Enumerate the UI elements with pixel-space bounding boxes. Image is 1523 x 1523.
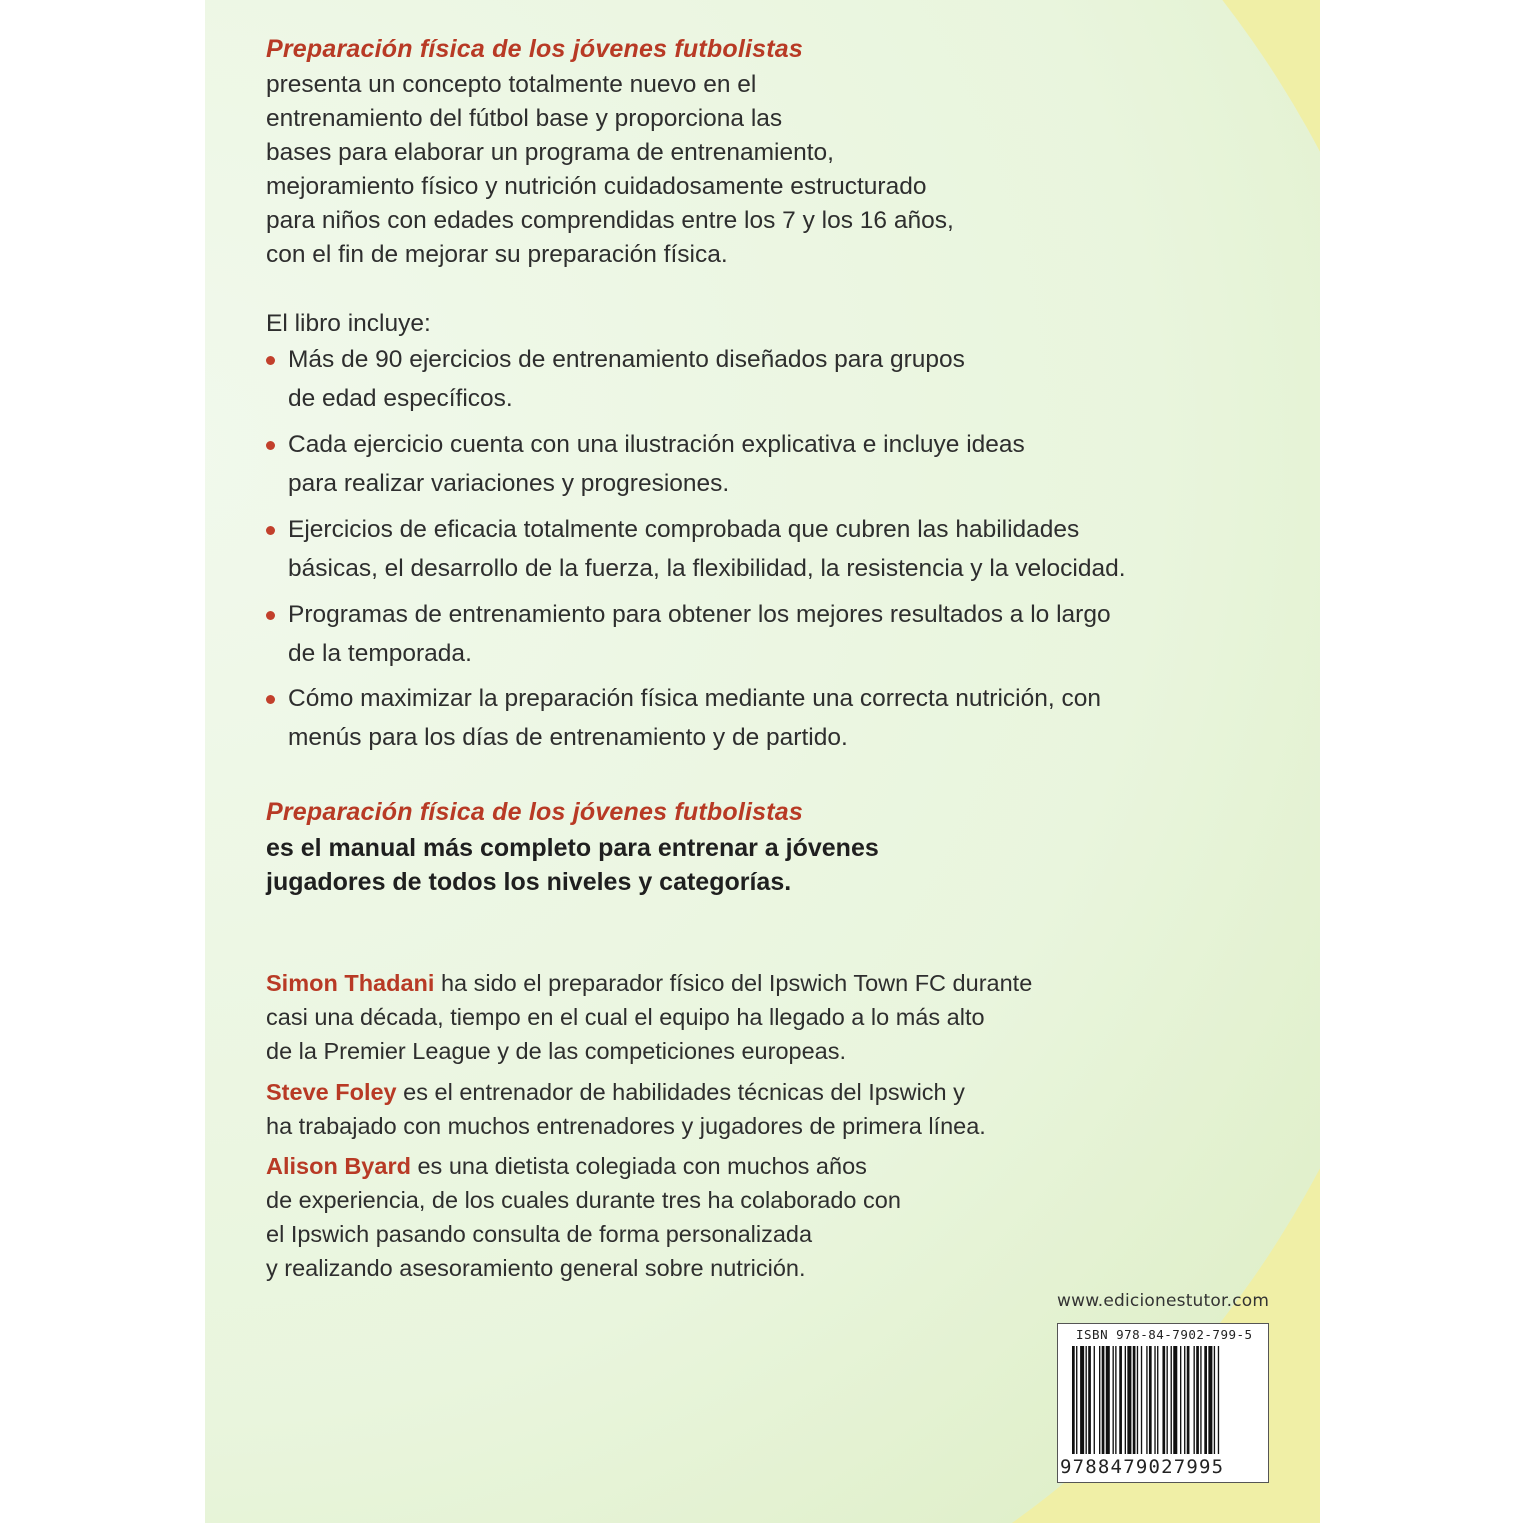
author-bio-text: de la Premier League y de las competiciones europeas. <box>266 1038 847 1064</box>
bullet-item <box>266 680 1101 757</box>
author-bio <box>266 1075 986 1143</box>
barcode-bar <box>1088 1346 1091 1454</box>
author-name: Simon Thadani <box>266 970 435 996</box>
isbn-label: ISBN 978-84-7902-799-5 <box>1076 1327 1253 1342</box>
barcode-bar <box>1137 1346 1138 1454</box>
bullet-item <box>266 511 1126 588</box>
barcode-bar <box>1196 1346 1199 1454</box>
bullet-line: Programas de entrenamiento para obtener los mejores resultados a lo largo <box>288 601 1111 628</box>
author-name: Alison Byard <box>266 1153 411 1179</box>
barcode-bar <box>1157 1346 1158 1454</box>
barcode-bar <box>1194 1346 1195 1454</box>
author-name: Steve Foley <box>266 1079 397 1105</box>
publisher-website: www.edicionestutor.com <box>1057 1291 1270 1311</box>
closing-title: Preparación física de los jóvenes futbolistas <box>266 798 803 826</box>
bullet-line: Cómo maximizar la preparación física mediante una correcta nutrición, con <box>288 685 1101 712</box>
bullet-line: menús para los días de entrenamiento y de partido. <box>288 723 848 751</box>
author-bio-text: es el entrenador de habilidades técnicas del Ipswich y <box>396 1079 965 1105</box>
bullet-dot-icon <box>266 441 275 450</box>
author-bio-text: el Ipswich pasando consulta de forma personalizada <box>266 1221 813 1247</box>
barcode-bar <box>1218 1346 1219 1454</box>
barcode-bar <box>1106 1346 1110 1454</box>
bullet-line: para realizar variaciones y progresiones. <box>288 469 730 497</box>
barcode-bar <box>1133 1346 1136 1454</box>
intro-title: Preparación física de los jóvenes futbolistas <box>266 35 803 63</box>
barcode-bar <box>1099 1346 1100 1454</box>
barcode-bar <box>1119 1346 1122 1454</box>
barcode-bar <box>1113 1346 1114 1454</box>
author-bio-text: casi una década, tiempo en el cual el equipo ha llegado a lo más alto <box>266 1004 985 1030</box>
barcode-bar <box>1076 1346 1077 1454</box>
barcode-bar <box>1180 1346 1181 1454</box>
bullet-item <box>266 596 1111 673</box>
bullet-line: de la temporada. <box>288 639 472 667</box>
closing-line: es el manual más completo para entrenar a jóvenes <box>266 834 879 862</box>
intro-line: mejoramiento físico y nutrición cuidadosamente estructurado <box>266 173 927 200</box>
author-bio <box>266 1149 901 1285</box>
barcode-bar <box>1167 1346 1168 1454</box>
bullet-line: de edad específicos. <box>288 384 513 412</box>
barcode-bars <box>1072 1346 1254 1454</box>
barcode <box>1057 1323 1269 1483</box>
barcode-bar <box>1125 1346 1126 1454</box>
bullet-dot-icon <box>266 526 275 535</box>
back-cover <box>205 0 1320 1523</box>
barcode-bar <box>1072 1346 1075 1454</box>
author-bio-text: ha sido el preparador físico del Ipswich Town FC durante <box>434 970 1033 996</box>
intro-line: bases para elaborar un programa de entrenamiento, <box>266 139 834 166</box>
barcode-bar <box>1208 1346 1212 1454</box>
barcode-bar <box>1200 1346 1201 1454</box>
barcode-bar <box>1080 1346 1084 1454</box>
barcode-bar <box>1127 1346 1131 1454</box>
barcode-bar <box>1141 1346 1142 1454</box>
barcode-bar <box>1162 1346 1165 1454</box>
intro-paragraph <box>266 68 954 272</box>
barcode-bar <box>1184 1346 1185 1454</box>
barcode-bar <box>1214 1346 1215 1454</box>
author-bio-text: es una dietista colegiada con muchos años <box>410 1153 867 1179</box>
bullet-line: Cada ejercicio cuenta con una ilustración explicativa e incluye ideas <box>288 431 1025 458</box>
bullet-dot-icon <box>266 695 275 704</box>
barcode-bar <box>1171 1346 1172 1454</box>
bullet-dot-icon <box>266 611 275 620</box>
barcode-bar <box>1173 1346 1177 1454</box>
author-bio-text: y realizando asesoramiento general sobre nutrición. <box>266 1255 806 1281</box>
barcode-bar <box>1146 1346 1147 1454</box>
bullet-line: básicas, el desarrollo de la fuerza, la flexibilidad, la resistencia y la velocidad. <box>288 554 1126 582</box>
intro-line: entrenamiento del fútbol base y proporciona las <box>266 105 783 132</box>
bullet-line: Ejercicios de eficacia totalmente comprobada que cubren las habilidades <box>288 516 1080 543</box>
bullet-line: Más de 90 ejercicios de entrenamiento diseñados para grupos <box>288 346 965 373</box>
author-bio-text: de experiencia, de los cuales durante tres ha colaborado con <box>266 1187 901 1213</box>
intro-line: presenta un concepto totalmente nuevo en el <box>266 71 757 98</box>
barcode-bar <box>1115 1346 1116 1454</box>
bullet-item <box>266 426 1025 503</box>
closing-line: jugadores de todos los niveles y categorías. <box>266 868 792 896</box>
barcode-bar <box>1204 1346 1207 1454</box>
includes-heading: El libro incluye: <box>266 310 431 337</box>
bullet-dot-icon <box>266 356 275 365</box>
barcode-bar <box>1094 1346 1095 1454</box>
barcode-digits: 9788479027995 <box>1060 1456 1225 1478</box>
intro-line: para niños con edades comprendidas entre los 7 y los 16 años, <box>266 207 954 234</box>
barcode-bar <box>1102 1346 1105 1454</box>
closing-statement <box>266 831 879 899</box>
cover-content <box>205 0 1320 1523</box>
barcode-bar <box>1149 1346 1152 1454</box>
barcode-bar <box>1154 1346 1155 1454</box>
barcode-bar <box>1187 1346 1190 1454</box>
author-bio-text: ha trabajado con muchos entrenadores y jugadores de primera línea. <box>266 1113 986 1139</box>
bullet-item <box>266 341 965 418</box>
barcode-bar <box>1086 1346 1087 1454</box>
intro-line: con el fin de mejorar su preparación física. <box>266 241 728 268</box>
author-bio <box>266 966 1032 1068</box>
